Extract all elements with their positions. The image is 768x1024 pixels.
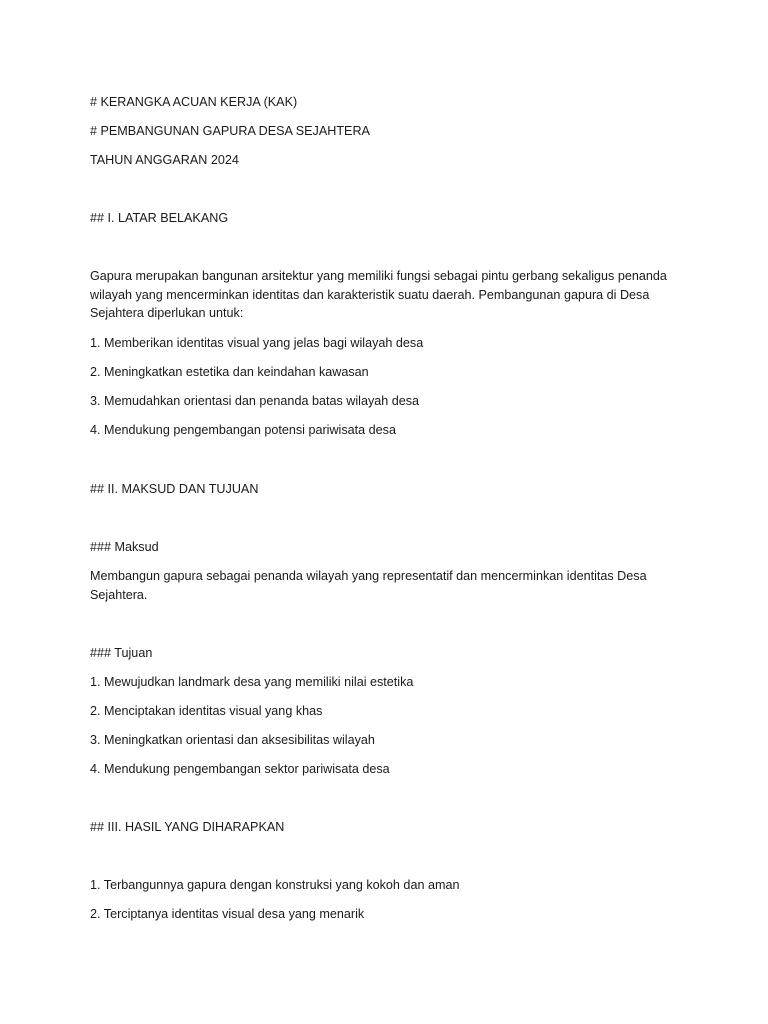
latar-belakang-paragraph: Gapura merupakan bangunan arsitektur yang memiliki fungsi sebagai pintu gerbang sekaligus penanda wilayah yang mencerminkan identitas dan karakteristik suatu daerah. Pembangunan gapura di Desa Sejahtera diperlukan untuk: <box>90 269 667 320</box>
list-item: 1. Mewujudkan landmark desa yang memiliki nilai estetika <box>90 675 414 689</box>
list-item: 4. Mendukung pengembangan potensi pariwisata desa <box>90 423 396 437</box>
maksud-paragraph: Membangun gapura sebagai penanda wilayah yang representatif dan mencerminkan identitas Desa Sejahtera. <box>90 569 647 602</box>
list-item: 1. Terbangunnya gapura dengan konstruksi yang kokoh dan aman <box>90 878 460 892</box>
list-item: 1. Memberikan identitas visual yang jelas bagi wilayah desa <box>90 336 424 350</box>
section-heading-maksud-tujuan: ## II. MAKSUD DAN TUJUAN <box>90 482 259 496</box>
document-title: # KERANGKA ACUAN KERJA (KAK) <box>90 95 298 109</box>
list-item: 2. Meningkatkan estetika dan keindahan kawasan <box>90 365 369 379</box>
list-item: 3. Meningkatkan orientasi dan aksesibilitas wilayah <box>90 733 375 747</box>
subheading-tujuan: ### Tujuan <box>90 646 153 660</box>
list-item: 3. Memudahkan orientasi dan penanda batas wilayah desa <box>90 394 420 408</box>
document-subtitle: # PEMBANGUNAN GAPURA DESA SEJAHTERA <box>90 124 370 138</box>
section-heading-hasil: ## III. HASIL YANG DIHARAPKAN <box>90 820 285 834</box>
list-item: 2. Terciptanya identitas visual desa yang menarik <box>90 907 365 921</box>
list-item: 2. Menciptakan identitas visual yang khas <box>90 704 323 718</box>
list-item: 4. Mendukung pengembangan sektor pariwisata desa <box>90 762 390 776</box>
section-heading-latar-belakang: ## I. LATAR BELAKANG <box>90 211 229 225</box>
subheading-maksud: ### Maksud <box>90 540 159 554</box>
document-year: TAHUN ANGGARAN 2024 <box>90 153 239 167</box>
